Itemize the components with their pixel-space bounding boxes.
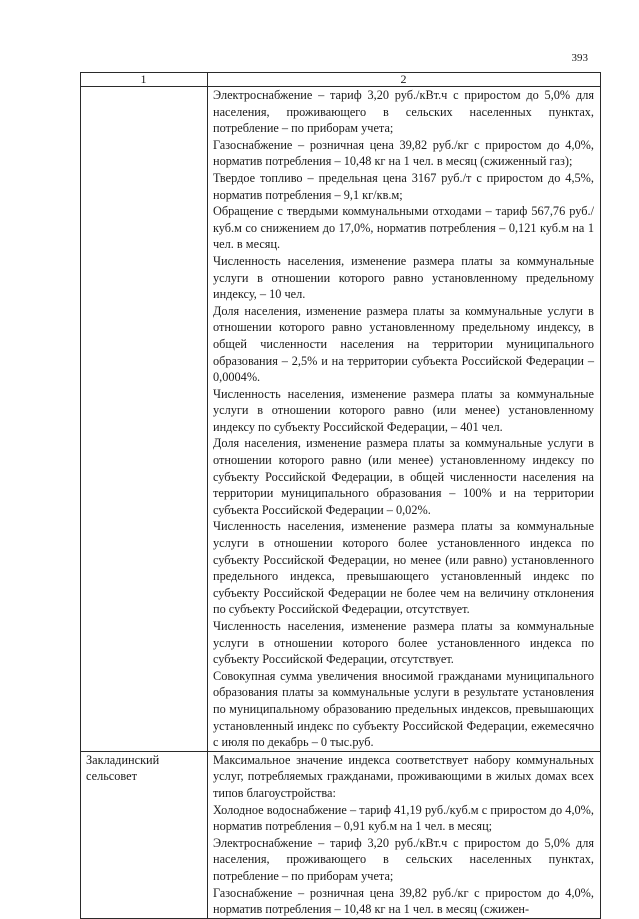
- paragraph: Численность населения, изменение размера платы за коммунальные услуги в отношении которого равно установленному предельному индексу, – 10 чел.: [213, 253, 594, 302]
- paragraph: Электроснабжение – тариф 3,20 руб./кВт.ч с приростом до 5,0% для населения, проживающего в сельских населенных пунктах, потребление – по приборам учета;: [213, 835, 594, 883]
- paragraph: Газоснабжение – розничная цена 39,82 руб./кг с приростом до 4,0%, норматив потребления – 10,48 кг на 1 чел. в месяц (сжиженный газ);: [213, 137, 594, 169]
- paragraph: Численность населения, изменение размера платы за коммунальные услуги в отношении которого более установленного индекса по субъекту Российской Федерации, отсутствует.: [213, 619, 594, 667]
- paragraph: Твердое топливо – предельная цена 3167 руб./т с приростом до 4,5%, норматив потребления – 9,1 кг/кв.м;: [213, 170, 594, 202]
- paragraph: Электроснабжение – тариф 3,20 руб./кВт.ч с приростом до 5,0% для населения, проживающего в сельских населенных пунктах, потребление – по приборам учета;: [213, 88, 594, 136]
- paragraph: Холодное водоснабжение – тариф 41,19 руб./куб.м с приростом до 4,0%, норматив потребления – 0,91 куб.м на 1 чел. в месяц;: [213, 802, 594, 834]
- paragraph: Совокупная сумма увеличения вносимой гражданами муниципального образования платы за коммунальные услуги в результате установления по муниципальному образованию предельных индексов, превышающих установленный индекс по субъекту Российской Федерации, ежемесячно с июля по декабрь – 0 тыс.руб.: [213, 668, 594, 750]
- table-header-row: [81, 73, 601, 87]
- paragraph: Газоснабжение – розничная цена 39,82 руб./кг с приростом до 4,0%, норматив потребления – 10,48 кг на 1 чел. в месяц (сжижен-: [213, 885, 594, 917]
- paragraph: Численность населения, изменение размера платы за коммунальные услуги в отношении которого более установленного индекса по субъекту Российской Федерации, но менее (или равно) установленного предельного индекса, превышающего установленный индекс по субъекту Российской Федерации не более чем на величину отклонения по субъекту Российской Федерации, отсутствует.: [213, 519, 594, 617]
- description-cell: [208, 751, 601, 918]
- column-number-2: 2: [208, 73, 601, 87]
- paragraph: Доля населения, изменение размера платы за коммунальные услуги в отношении которого равно установленному предельному индексу, в общей численности населения на территории муниципального образования – 2,5% и на территории субъекта Российской Федерации – 0,0004%.: [213, 303, 594, 385]
- municipality-name-cell: Закладинский сельсовет: [81, 751, 208, 918]
- description-cell: [208, 87, 601, 752]
- document-table: [80, 72, 601, 919]
- paragraph: Численность населения, изменение размера платы за коммунальные услуги в отношении которого равно (или менее) установленному индексу по субъекту Российской Федерации, – 401 чел.: [213, 386, 594, 434]
- paragraph: Обращение с твердыми коммунальными отходами – тариф 567,76 руб./куб.м со снижением до 17,0%, норматив потребления – 0,121 куб.м на 1 чел. в месяц.: [213, 204, 594, 252]
- page-number: 393: [571, 52, 588, 64]
- municipality-name-cell: [81, 87, 208, 752]
- table-row: [81, 751, 601, 918]
- paragraph: Максимальное значение индекса соответствует набору коммунальных услуг, потребляемых гражданами, проживающими в жилых домах всех типов благоустройства:: [213, 752, 594, 800]
- paragraph: Доля населения, изменение размера платы за коммунальные услуги в отношении которого равно (или менее) установленному индексу по субъекту Российской Федерации, в общей численности населения на территории муниципального образования – 100% и на территории субъекта Российской Федерации – 0,02%.: [213, 436, 594, 517]
- table-row: [81, 87, 601, 752]
- column-number-1: 1: [81, 73, 208, 87]
